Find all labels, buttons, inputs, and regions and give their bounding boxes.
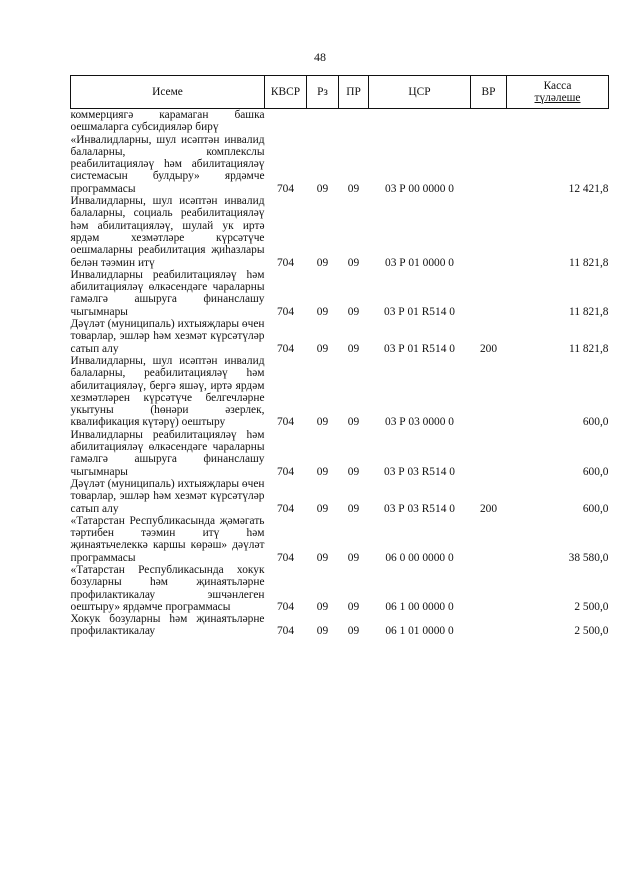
header-kvsr: КВСР [265,76,307,109]
row-csr: 06 0 00 0000 0 [385,551,454,564]
row-rz: 09 [316,416,329,429]
row-vr [471,564,507,613]
row-rz: 09 [316,342,329,355]
row-rz: 09 [316,305,329,318]
row-amount: 38 580,0 [568,551,609,564]
row-amount: 11 821,8 [569,342,609,355]
table-row [71,318,609,355]
table-header-row [71,76,609,109]
row-kvsr: 704 [276,182,295,195]
row-csr: 06 1 01 0000 0 [385,625,454,638]
header-csr: ЦСР [369,76,471,109]
row-pr: 09 [347,342,360,355]
row-pr: 09 [347,305,360,318]
row-amount: 2 500,0 [574,600,609,613]
row-vr: 200 [479,502,498,515]
row-csr: 03 Р 01 R514 0 [384,342,455,355]
row-pr: 09 [347,551,360,564]
row-vr [471,269,507,318]
row-rz: 09 [316,600,329,613]
table-row [71,564,609,613]
row-kvsr [265,109,307,134]
row-vr [471,429,507,478]
row-rz: 09 [316,465,329,478]
row-name: «Татарстан Республикасында хокук бозуларны һәм җинаятьләрне профилактикалау эшчәнлеген оештыру» ярдәмче программасы [70,563,265,613]
row-csr: 03 Р 01 0000 0 [385,256,454,269]
row-name: Дәүләт (муниципаль) ихтыяҗлары өчен товарлар, эшләр һәм хезмәт күрсәтүләр сатып алу [70,477,265,515]
table-row [71,355,609,429]
row-amount: 600,0 [582,416,609,429]
header-name: Исеме [71,76,265,109]
row-csr: 03 Р 03 0000 0 [385,416,454,429]
row-csr: 03 Р 03 R514 0 [384,502,455,515]
header-kassa-bottom: түләлеше [534,92,581,104]
row-name: «Инвалидларны, шул исәптән инвалид балаларны, комплекслы реабилитацияләү һәм абилитацияләү системасын булдыру» ярдәмче программасы [70,133,265,195]
row-csr: 03 Р 01 R514 0 [384,305,455,318]
row-vr: 200 [479,342,498,355]
header-rz: Рз [307,76,339,109]
row-name: Хокук бозуларны һәм җинаятьләрне профилактикалау [70,613,265,638]
row-pr [339,109,369,134]
row-kvsr: 704 [276,625,295,638]
header-kassa [507,76,609,109]
row-pr: 09 [347,465,360,478]
table-row [71,478,609,515]
table-row [71,134,609,195]
budget-table [70,75,609,638]
row-amount: 11 821,8 [569,256,609,269]
row-kvsr: 704 [276,256,295,269]
row-name: Инвалидларны, шул исәптән инвалид балаларны, реабилитацияләү һәм абилитацияләү, бергә яшәү, иртә ярдәм хезмәтләрен күрсәтүче белгечләрне укытуны (һөнәри әзерлек, квалификация күтәрү) оештыру [70,354,265,429]
header-kassa-top: Касса [543,80,572,92]
table-row [71,195,609,269]
row-amount: 12 421,8 [568,182,609,195]
row-pr: 09 [347,182,360,195]
row-vr [471,515,507,564]
row-name: Инвалидларны, шул исәптән инвалид балаларны, социаль реабилитацияләү һәм абилитацияләү, шулай ук иртә ярдәм хезмәтләре күрсәтүче оешмаларны реабилитация җиһазлары белән тәэмин итү [70,195,265,269]
row-pr: 09 [347,256,360,269]
header-pr: ПР [339,76,369,109]
row-vr [471,109,507,134]
row-csr: 03 Р 03 R514 0 [384,465,455,478]
row-amount: 600,0 [582,502,609,515]
row-amount: 11 821,8 [569,305,609,318]
row-kvsr: 704 [276,342,295,355]
row-vr [471,134,507,195]
row-pr: 09 [347,625,360,638]
row-kvsr: 704 [276,465,295,478]
page-number: 48 [314,50,326,64]
row-rz: 09 [316,256,329,269]
table-row [71,109,609,134]
row-rz [307,109,339,134]
row-name: коммерциягә карамаган башка оешмаларга субсидияләр бирү [70,109,265,134]
row-rz: 09 [316,551,329,564]
row-kvsr: 704 [276,600,295,613]
table-row [71,515,609,564]
row-pr: 09 [347,502,360,515]
row-name: «Татарстан Республикасында җәмәгать тәртибен тәэмин итү һәм җинаятьчелеккә каршы көрәш» дәүләт программасы [70,514,265,564]
row-rz: 09 [316,502,329,515]
row-name: Инвалидларны реабилитацияләү һәм абилитацияләү өлкәсендәге чараларны гамәлгә ашыруга финанслашу чыгымнары [70,428,265,478]
table-row [71,613,609,638]
row-kvsr: 704 [276,305,295,318]
row-kvsr: 704 [276,502,295,515]
row-rz: 09 [316,625,329,638]
row-csr: 06 1 00 0000 0 [385,600,454,613]
row-name: Инвалидларны реабилитацияләү һәм абилитацияләү өлкәсендәге чараларны гамәлгә ашыруга финанслашу чыгымнары [70,268,265,318]
row-amount: 2 500,0 [574,625,609,638]
row-kvsr: 704 [276,416,295,429]
row-csr [369,109,471,134]
row-vr [471,195,507,269]
row-pr: 09 [347,416,360,429]
row-amount: 600,0 [582,465,609,478]
row-csr: 03 Р 00 0000 0 [385,182,454,195]
table-row [71,429,609,478]
row-rz: 09 [316,182,329,195]
row-kvsr: 704 [276,551,295,564]
row-vr [471,355,507,429]
row-name: Дәүләт (муниципаль) ихтыяҗлары өчен товарлар, эшләр һәм хезмәт күрсәтүләр сатып алу [70,318,265,355]
row-pr: 09 [347,600,360,613]
row-amount [507,109,609,134]
table-row [71,269,609,318]
header-vr: ВР [471,76,507,109]
row-vr [471,613,507,638]
table-body [71,109,609,638]
